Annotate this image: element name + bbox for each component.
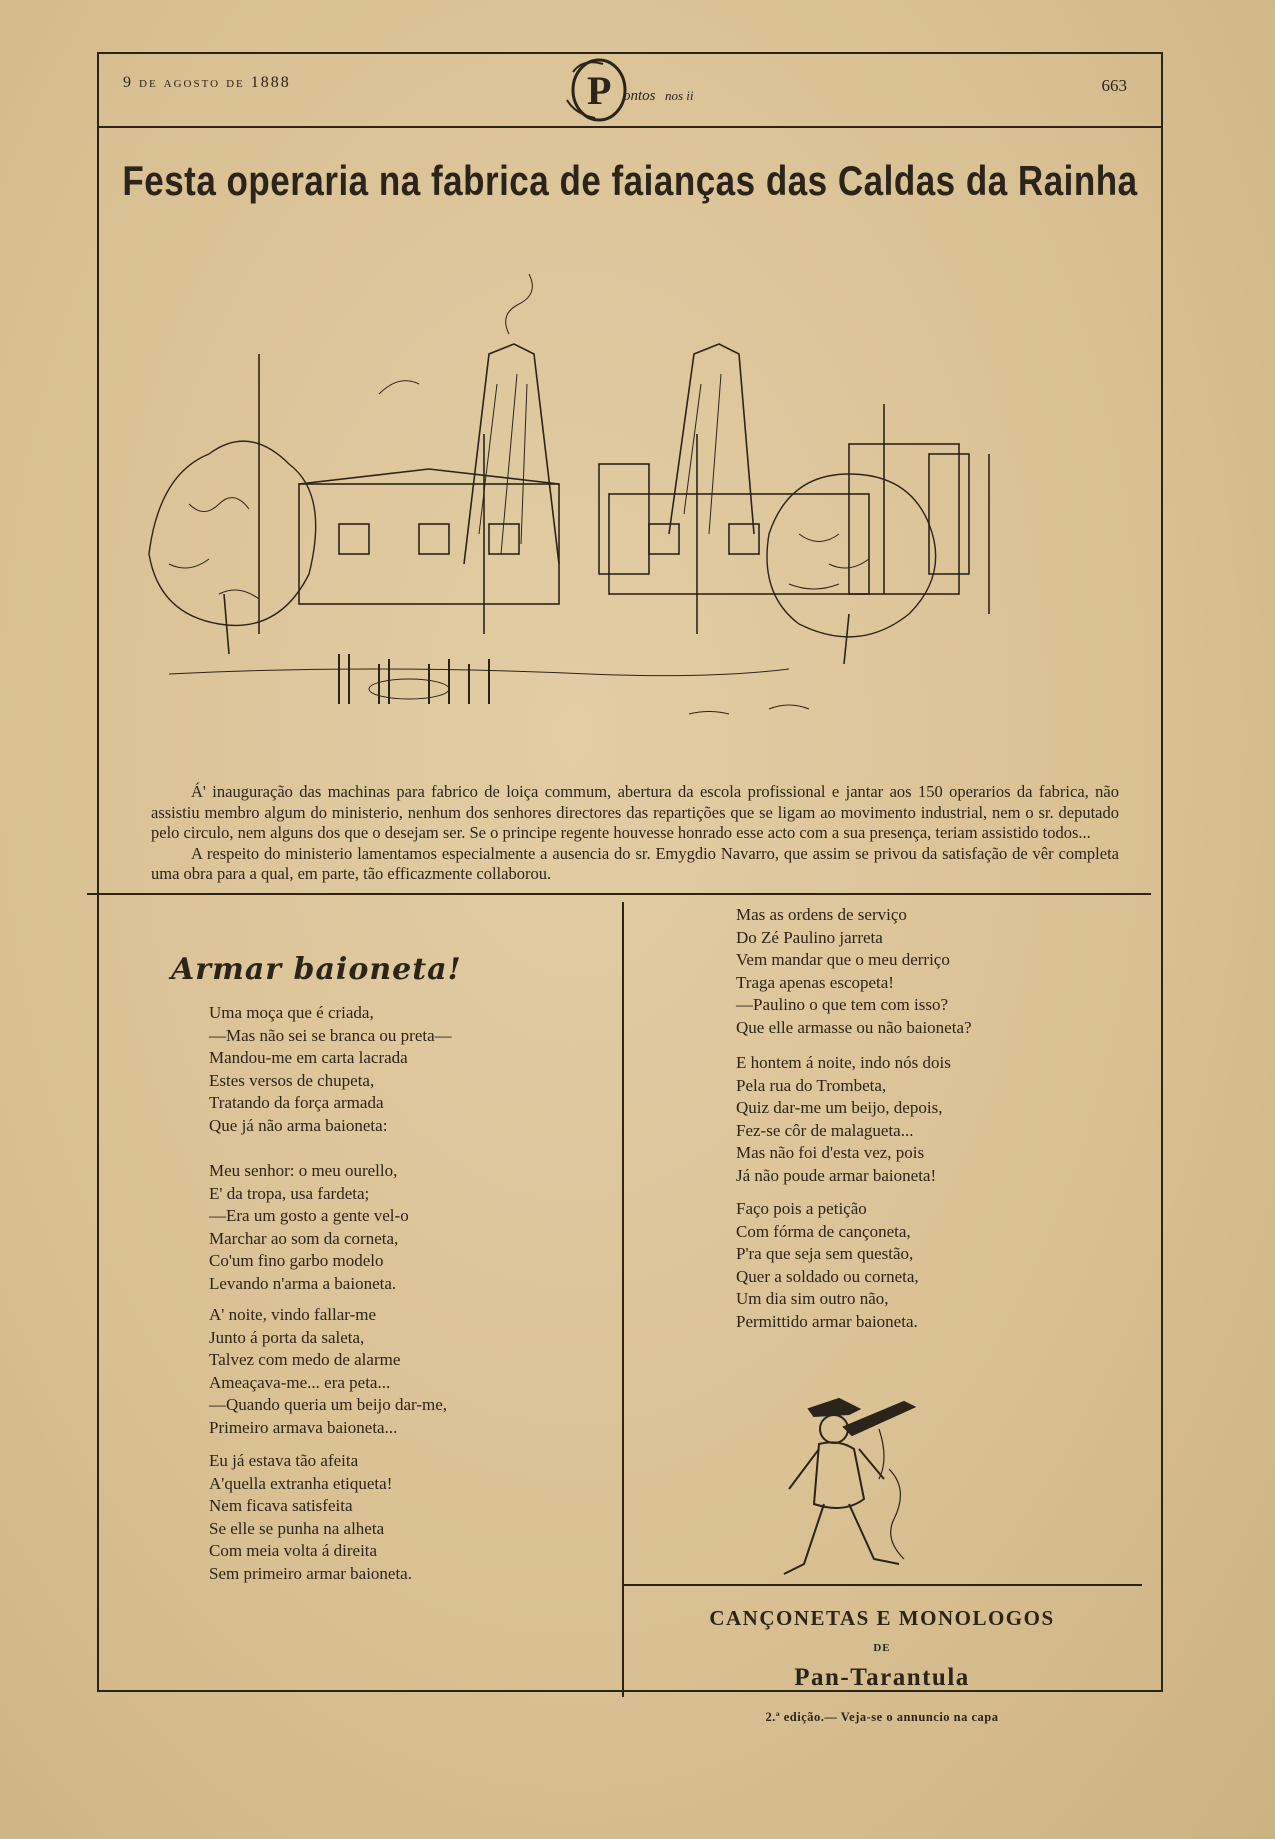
poem-line: P'ra que seja sem questão, xyxy=(736,1244,914,1263)
poem-line: Co'um fino garbo modelo xyxy=(209,1251,384,1270)
poem-line: Talvez com medo de alarme xyxy=(209,1350,401,1369)
page-header xyxy=(99,54,1161,128)
poem-line: Mas as ordens de serviço xyxy=(736,905,907,924)
caption-paragraph: A respeito do ministerio lamentamos especialmente a ausencia do sr. Emygdio Navarro, que assim se privou da satisfação de vêr completa uma obra para a qual, em parte, tão efficazmente collaborou. xyxy=(151,843,1119,883)
poem-stanza xyxy=(209,1002,452,1137)
poem-line: Que já não arma baioneta: xyxy=(209,1115,388,1135)
poem-title: Armar baioneta! xyxy=(171,952,462,987)
poem-line: E' da tropa, usa fardeta; xyxy=(209,1183,370,1203)
poem-stanza xyxy=(209,1160,409,1295)
poem-line: Junto á porta da saleta, xyxy=(209,1327,365,1347)
column-divider xyxy=(622,902,624,1697)
poem-line: Já não poude armar baioneta! xyxy=(736,1165,937,1185)
poem-line: Ameaçava-me... era peta... xyxy=(209,1372,391,1392)
poem-line: Com fórma de cançoneta, xyxy=(736,1221,911,1241)
poem-stanza xyxy=(736,1198,919,1333)
advertisement-box xyxy=(622,1584,1142,1746)
page-number: 663 xyxy=(1101,76,1127,95)
poem-line: Nem ficava satisfeita xyxy=(209,1496,353,1515)
poem-line: Uma moça que é criada, xyxy=(209,1003,374,1022)
poem-line: Mandou-me em carta lacrada xyxy=(209,1048,408,1067)
soldier-illustration xyxy=(739,1389,939,1584)
poem-stanza xyxy=(736,904,972,1039)
poem-line: A'quella extranha etiqueta! xyxy=(209,1473,393,1493)
poem-line: Meu senhor: o meu ourello, xyxy=(209,1161,398,1180)
svg-text:nos ii: nos ii xyxy=(665,88,694,103)
poem-line: Com meia volta á direita xyxy=(209,1541,378,1560)
article-caption xyxy=(151,782,1119,885)
poem-line: Marchar ao som da corneta, xyxy=(209,1228,399,1248)
ad-author: Pan-Tarantula xyxy=(794,1664,970,1691)
poem-line: Primeiro armava baioneta... xyxy=(209,1417,398,1437)
poem-line: Tratando da força armada xyxy=(209,1093,384,1112)
svg-text:P: P xyxy=(587,68,612,113)
poem-line: Que elle armasse ou não baioneta? xyxy=(736,1017,972,1037)
poem-line: Pela rua do Trombeta, xyxy=(736,1075,887,1095)
poem-stanza xyxy=(736,1052,951,1187)
poem-line: —Mas não sei se branca ou preta— xyxy=(209,1025,452,1045)
ad-note: 2.ª edição.— Veja-se o annuncio na capa xyxy=(765,1710,999,1724)
section-divider xyxy=(87,893,1151,895)
svg-text:ontos: ontos xyxy=(623,88,656,104)
poem-line: Eu já estava tão afeita xyxy=(209,1451,359,1470)
poem-line: Traga apenas escopeta! xyxy=(736,972,894,992)
poem-line: Se elle se punha na alheta xyxy=(209,1518,385,1538)
ad-de: DE xyxy=(873,1642,891,1654)
poem-line: Quer a soldado ou corneta, xyxy=(736,1266,919,1286)
caption-paragraph: Á' inauguração das machinas para fabrico de loiça commum, abertura da escola profissional e jantar aos 150 operarios da fabrica, não assistiu membro algum do ministerio, nenhum dos senhores directores das repartições que se ligam ao movimento industrial, nem o sr. deputado pelo circulo, nem alguns dos que o desejam ser. Se o principe regente houvesse honrado esse acto com a sua presença, teriam assistido todos... xyxy=(151,782,1119,842)
article-title: Festa operaria na fabrica de faianças das Caldas da Rainha xyxy=(122,158,1138,205)
ad-title: CANÇONETAS E MONOLOGOS xyxy=(709,1606,1055,1630)
poem-line: Permittido armar baioneta. xyxy=(736,1311,918,1331)
poem-stanza xyxy=(209,1304,447,1439)
poem-stanza xyxy=(209,1450,412,1585)
poem-line: Vem mandar que o meu derriço xyxy=(736,950,950,969)
poem-line: Estes versos de chupeta, xyxy=(209,1070,375,1090)
poem-line: Levando n'arma a baioneta. xyxy=(209,1273,397,1293)
poem-line: —Paulino o que tem com isso? xyxy=(736,995,949,1014)
poem-line: —Quando queria um beijo dar-me, xyxy=(209,1395,448,1414)
poem-line: Mas não foi d'esta vez, pois xyxy=(736,1143,925,1162)
poem-line: E hontem á noite, indo nós dois xyxy=(736,1053,951,1072)
poem-line: Do Zé Paulino jarreta xyxy=(736,927,883,947)
poem-line: A' noite, vindo fallar-me xyxy=(209,1305,377,1324)
poem-line: Quiz dar-me um beijo, depois, xyxy=(736,1098,943,1117)
page-frame xyxy=(97,52,1163,1724)
poem-line: Sem primeiro armar baioneta. xyxy=(209,1563,412,1583)
factory-illustration xyxy=(129,234,1129,774)
poem-line: Fez-se côr de malagueta... xyxy=(736,1120,914,1140)
poem-line: Um dia sim outro não, xyxy=(736,1289,889,1308)
poem-line: —Era um gosto a gente vel-o xyxy=(209,1206,409,1225)
poem-line: Faço pois a petição xyxy=(736,1199,867,1218)
issue-date: 9 de agosto de 1888 xyxy=(123,74,291,91)
masthead-logo xyxy=(559,54,709,126)
